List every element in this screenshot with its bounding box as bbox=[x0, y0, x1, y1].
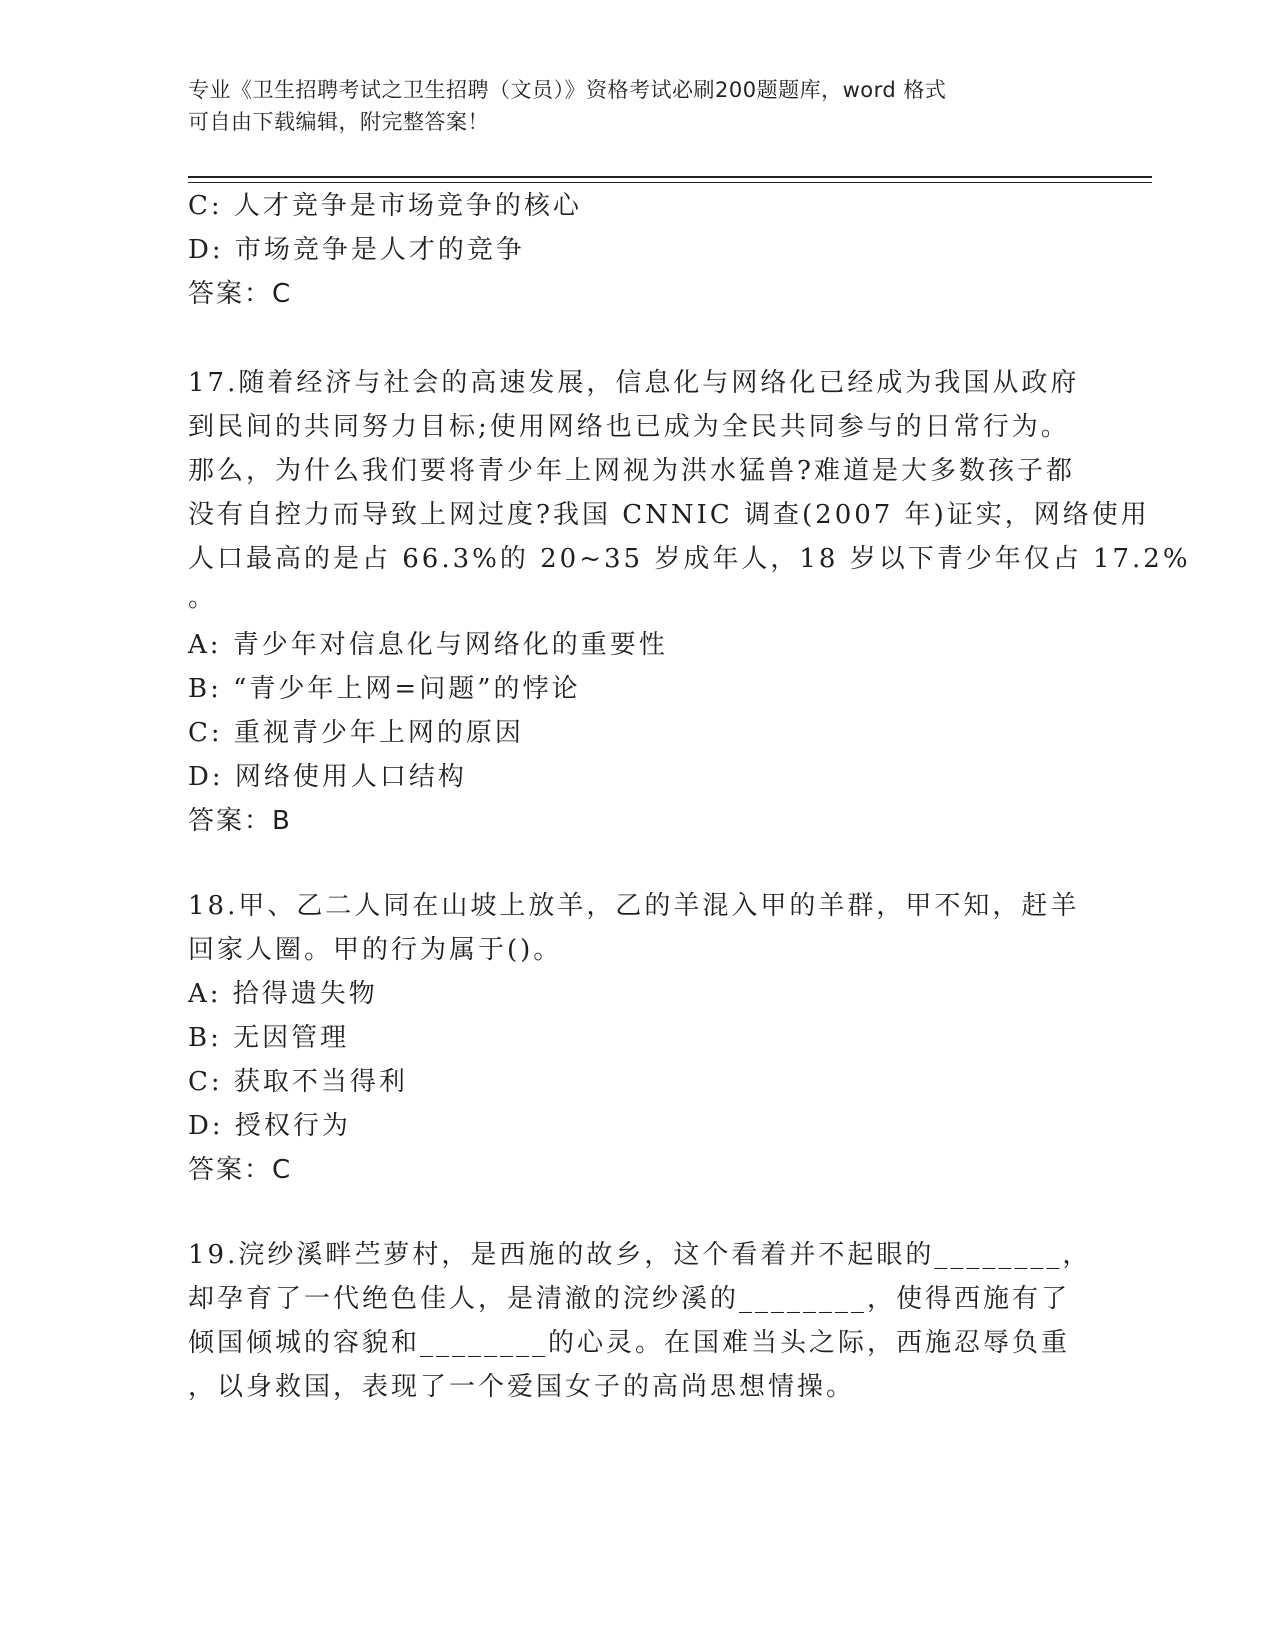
q17-option-b: B: “青少年上网=问题”的悖论 bbox=[188, 674, 581, 704]
q17-stem-line-3: 那么，为什么我们要将青少年上网视为洪水猛兽?难道是大多数孩子都 bbox=[188, 456, 1075, 486]
q17-stem-line-5: 人口最高的是占 66.3%的 20~35 岁成年人，18 岁以下青少年仅占 17.2% bbox=[188, 544, 1191, 574]
q19-stem-line-3: 倾国倾城的容貌和________的心灵。在国难当头之际，西施忍辱负重 bbox=[188, 1328, 1071, 1358]
q18-option-c: C: 获取不当得利 bbox=[188, 1067, 408, 1097]
header-line-2: 可自由下载编辑，附完整答案！ bbox=[188, 110, 489, 134]
q17-stem-line-6: 。 bbox=[188, 583, 218, 613]
q16-option-d: D: 市场竞争是人才的竞争 bbox=[188, 235, 525, 265]
q18-option-d: D: 授权行为 bbox=[188, 1111, 351, 1141]
q17-option-d: D: 网络使用人口结构 bbox=[188, 762, 467, 792]
q17-stem-line-1: 17.随着经济与社会的高速发展，信息化与网络化已经成为我国从政府 bbox=[188, 368, 1080, 398]
q19-stem-line-2: 却孕育了一代绝色佳人，是清澈的浣纱溪的________，使得西施有了 bbox=[188, 1284, 1071, 1314]
q16-option-c: C: 人才竞争是市场竞争的核心 bbox=[188, 191, 582, 221]
q18-option-b: B: 无因管理 bbox=[188, 1023, 350, 1053]
q18-option-a: A: 拾得遗失物 bbox=[188, 979, 378, 1009]
header-rule-thick bbox=[188, 176, 1152, 178]
q17-answer: 答案：B bbox=[188, 806, 292, 836]
q17-stem-line-2: 到民间的共同努力目标;使用网络也已成为全民共同参与的日常行为。 bbox=[188, 412, 1070, 442]
q17-option-c: C: 重视青少年上网的原因 bbox=[188, 718, 524, 748]
document-header bbox=[188, 74, 1068, 138]
header-rule-thin bbox=[188, 182, 1152, 183]
q18-stem-line-1: 18.甲、乙二人同在山坡上放羊，乙的羊混入甲的羊群，甲不知，赶羊 bbox=[188, 891, 1080, 921]
q19-stem-line-4: ，以身救国，表现了一个爱国女子的高尚思想情操。 bbox=[188, 1372, 856, 1402]
q17-stem-line-4: 没有自控力而导致上网过度?我国 CNNIC 调查(2007 年)证实，网络使用 bbox=[188, 500, 1150, 530]
q18-stem-line-2: 回家人圈。甲的行为属于()。 bbox=[188, 935, 563, 965]
q18-answer: 答案：C bbox=[188, 1155, 293, 1185]
q17-option-a: A: 青少年对信息化与网络化的重要性 bbox=[188, 630, 668, 660]
q19-stem-line-1: 19.浣纱溪畔苎萝村，是西施的故乡，这个看着并不起眼的________， bbox=[188, 1240, 1092, 1270]
header-line-1: 专业《卫生招聘考试之卫生招聘（文员）》资格考试必刷200题题库，word 格式 bbox=[188, 78, 947, 102]
q16-answer: 答案：C bbox=[188, 279, 293, 309]
